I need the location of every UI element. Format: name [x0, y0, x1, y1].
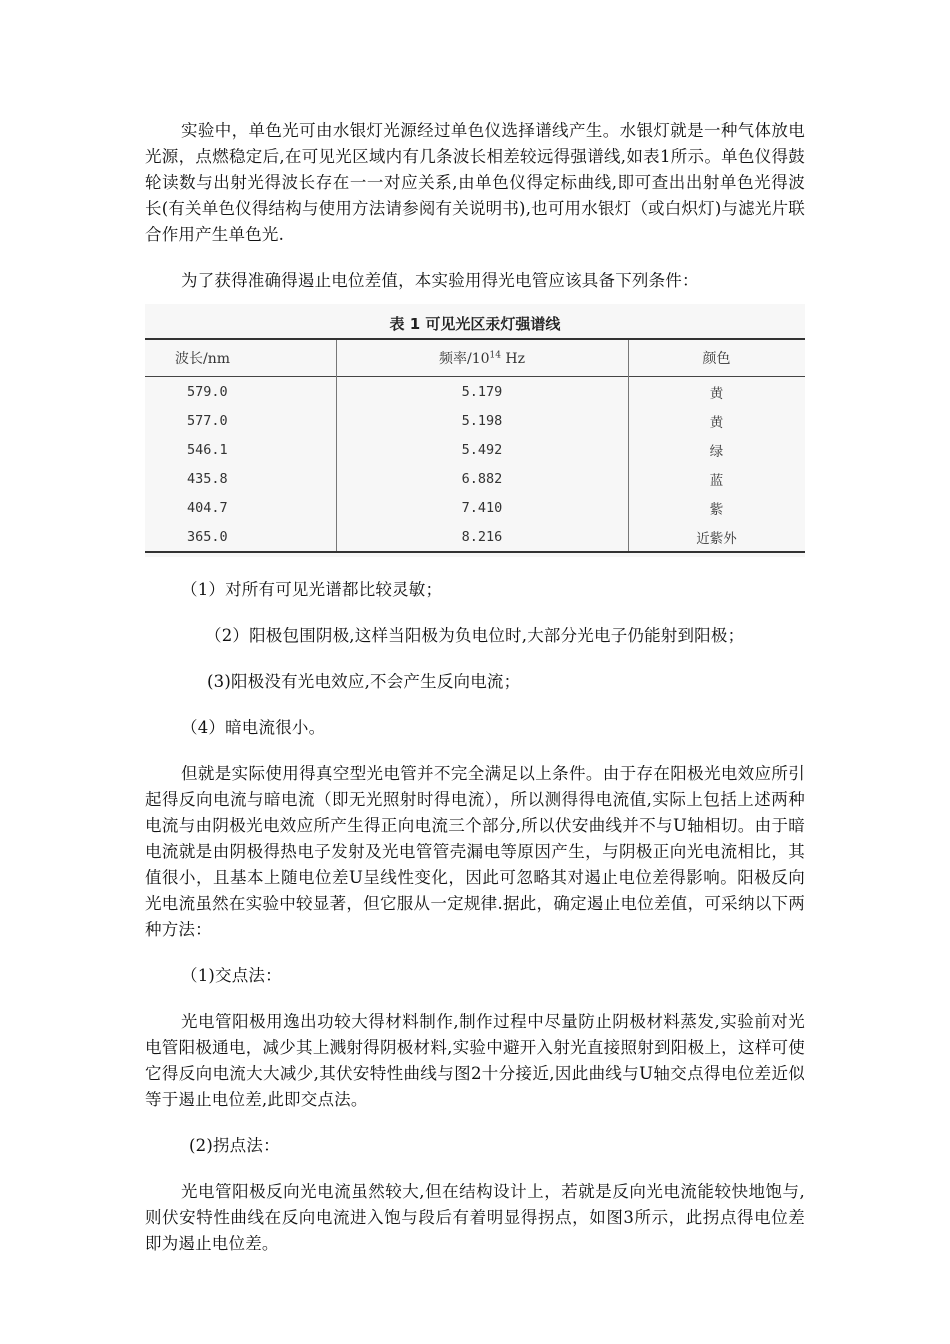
table-row	[145, 377, 805, 407]
spectral-lines-table-block	[145, 304, 805, 557]
cell-wavelength: 579.0	[187, 383, 228, 400]
table-row	[145, 493, 805, 522]
cell-color: 紫	[629, 493, 806, 522]
cell-wavelength: 435.8	[187, 470, 228, 487]
table-header-row	[145, 339, 805, 377]
condition-1: （1）对所有可见光谱都比较灵敏；	[181, 580, 443, 599]
paragraph-intersection-method: 光电管阳极用逸出功较大得材料制作,制作过程中尽量防止阴极材料蒸发,实验前对光电管阳极通电，减少其上溅射得阴极材料,实验中避开入射光直接照射到阳极上，这样可使它得反向电流大大减少,其伏安特性曲线与图2十分接近,因此曲线与U轴交点得电位差近似等于遏止电位差,此即交点法。	[145, 1012, 805, 1109]
header-color: 颜色	[629, 339, 806, 377]
cell-wavelength: 365.0	[187, 528, 228, 545]
method-1-heading: （1)交点法：	[181, 966, 282, 985]
paragraph-actual-phototube: 但就是实际使用得真空型光电管并不完全满足以上条件。由于存在阳极光电效应所引起得反向电流与暗电流（即无光照射时得电流），所以测得得电流值,实际上包括上述两种电流与由阴极光电效应所产生得正向电流三个部分,所以伏安曲线并不与U轴相切。由于暗电流就是由阴极得热电子发射及光电管管壳漏电等原因产生，与阴极正向光电流相比，其值很小，且基本上随电位差U呈线性变化，因此可忽略其对遏止电位差得影响。阳极反向光电流虽然在实验中较显著，但它服从一定规律.据此，确定遏止电位差值，可采纳以下两种方法：	[145, 764, 805, 939]
cell-color: 黄	[629, 377, 806, 407]
header-frequency: 频率$/10^{14}$ Hz	[337, 339, 629, 377]
cell-wavelength: 404.7	[187, 499, 228, 516]
cell-color: 黄	[629, 406, 806, 435]
paragraph-inflection-method: 光电管阳极反向光电流虽然较大,但在结构设计上，若就是反向光电流能较快地饱与,则伏安特性曲线在反向电流进入饱与段后有着明显得拐点，如图3所示，此拐点得电位差即为遏止电位差。	[145, 1182, 805, 1253]
cell-frequency: 5.492	[337, 435, 629, 464]
cell-color: 蓝	[629, 464, 806, 493]
table-row	[145, 406, 805, 435]
document-page	[145, 118, 805, 1257]
condition-2: （2）阳极包围阴极,这样当阳极为负电位时,大部分光电子仍能射到阳极；	[205, 626, 745, 645]
condition-3: (3)阳极没有光电效应,不会产生反向电流；	[207, 672, 521, 691]
cell-frequency: 5.198	[337, 406, 629, 435]
cell-frequency: 7.410	[337, 493, 629, 522]
table-row	[145, 522, 805, 552]
cell-color: 绿	[629, 435, 806, 464]
paragraph-conditions-intro: 为了获得准确得遏止电位差值，本实验用得光电管应该具备下列条件：	[181, 271, 699, 290]
table-row	[145, 435, 805, 464]
cell-frequency: 6.882	[337, 464, 629, 493]
cell-wavelength: 577.0	[187, 412, 228, 429]
header-wavelength: 波长/nm	[175, 351, 231, 367]
cell-wavelength: 546.1	[187, 441, 228, 458]
method-2-heading: (2)拐点法：	[189, 1136, 280, 1155]
table-row	[145, 464, 805, 493]
paragraph-monochromatic-light: 实验中，单色光可由水银灯光源经过单色仪选择谱线产生。水银灯就是一种气体放电光源，点燃稳定后,在可见光区域内有几条波长相差较远得强谱线,如表1所示。单色仪得鼓轮读数与出射光得波长存在一一对应关系,由单色仪得定标曲线,即可查出出射单色光得波长(有关单色仪得结构与使用方法请参阅有关说明书),也可用水银灯（或白炽灯)与滤光片联合作用产生单色光.	[145, 121, 805, 244]
cell-frequency: 5.179	[337, 377, 629, 407]
cell-frequency: 8.216	[337, 522, 629, 552]
spectral-lines-table	[145, 338, 805, 553]
condition-4: （4）暗电流很小。	[181, 718, 326, 737]
table-title: 表 1 可见光区汞灯强谱线	[389, 315, 561, 333]
cell-color: 近紫外	[629, 522, 806, 552]
